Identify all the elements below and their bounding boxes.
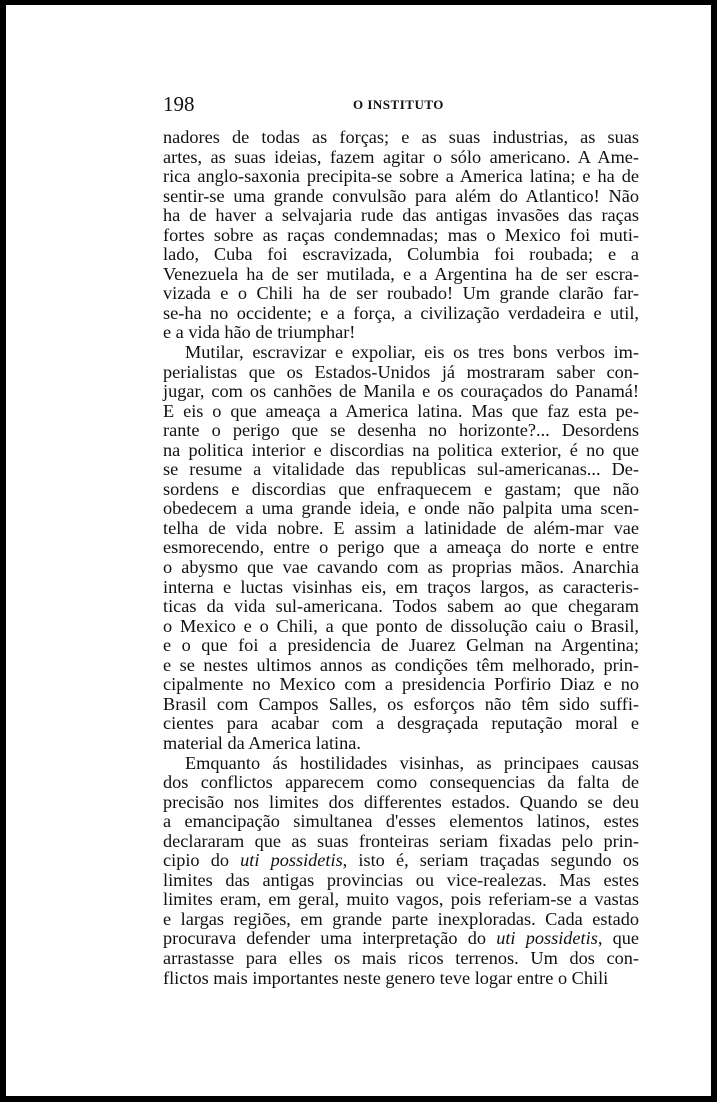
text-line: interna e luctas visinhas eis, em traços largos, as caracteris-: [163, 576, 639, 597]
text-line: limites eram, em geral, muito vagos, pois referiam-se a vastas: [163, 889, 639, 910]
text-line: declararam que as suas fronteiras seriam fixadas pelo prin-: [163, 830, 639, 851]
running-header: [163, 92, 639, 118]
text-line: lado, Cuba foi escravizada, Columbia foi roubada; e a: [163, 244, 639, 265]
text-line: material da America latina.: [163, 732, 361, 753]
text-line: cientes para acabar com a desgraçada reputação moral e: [163, 713, 639, 734]
paragraph: [163, 128, 639, 343]
text-line: e o que foi a presidencia de Juarez Gelman na Argentina;: [163, 635, 639, 656]
book-page: [163, 92, 639, 988]
text-line: a emancipação simultanea d'esses elementos latinos, estes: [163, 811, 639, 832]
text-line: o abysmo que vae cavando com as proprias mãos. Anarchia: [163, 557, 639, 578]
text-line: dos conflictos apparecem como consequencias da falta de: [163, 772, 639, 793]
text-line: sordens e discordias que enfraquecem e gastam; que não: [163, 478, 639, 499]
text-line: e largas regiões, em grande parte inexploradas. Cada estado: [163, 908, 639, 929]
text-line: vizada e o Chili ha de ser roubado! Um grande clarão far-: [163, 283, 639, 304]
text-line: ha de haver a selvajaria rude das antigas invasões das raças: [163, 205, 639, 226]
text-line: esmorecendo, entre o perigo que a ameaça do norte e entre: [163, 537, 639, 558]
text-line: E eis o que ameaça a America latina. Mas que faz esta pe-: [163, 400, 639, 421]
text-line: arrastasse para elles os mais ricos terrenos. Um dos con-: [163, 947, 639, 968]
text-line: o Mexico e o Chili, a que ponto de dissolução caiu o Brasil,: [163, 615, 639, 636]
text-line: limites das antigas provincias ou vice-realezas. Mas estes: [163, 869, 639, 890]
text-line: fortes sobre as raças condemnadas; mas o Mexico foi muti-: [163, 224, 639, 245]
text-line: perialistas que os Estados-Unidos já mostraram saber con-: [163, 361, 639, 382]
text-line: ticas da vida sul-americana. Todos sabem ao que chegaram: [163, 596, 639, 617]
text-line: jugar, com os canhões de Manila e os couraçados do Panamá!: [163, 381, 639, 402]
text-line: artes, as suas ideias, fazem agitar o sólo americano. A Ame-: [163, 146, 639, 167]
paragraph: [163, 754, 639, 989]
text-line: obedecem a uma grande ideia, e onde não palpita uma scen-: [163, 498, 639, 519]
text-line: se-ha no occidente; e a força, a civilização verdadeira e util,: [163, 302, 639, 323]
text-line: sentir-se uma grande convulsão para além do Atlantico! Não: [163, 185, 639, 206]
text-line: se resume a vitalidade das republicas sul-americanas... De-: [163, 459, 639, 480]
text-line: cipalmente no Mexico com a presidencia Porfirio Diaz e no: [163, 674, 639, 695]
text-line: Brasil com Campos Salles, os esforços não têm sido suffi-: [163, 693, 639, 714]
text-line: rante o perigo que se desenha no horizonte?... Desordens: [163, 420, 639, 441]
text-line: flictos mais importantes neste genero teve logar entre o Chili: [163, 967, 609, 988]
text-line: Venezuela ha de ser mutilada, e a Argentina ha de ser escra-: [163, 263, 639, 284]
text-line: nadores de todas as forças; e as suas industrias, as suas: [163, 127, 639, 147]
text-line: Emquanto ás hostilidades visinhas, as principaes causas: [185, 752, 639, 773]
page-number: 198: [163, 92, 195, 116]
paragraph: [163, 343, 639, 753]
text-line: procurava defender uma interpretação do uti possidetis, que: [163, 928, 639, 949]
text-line: precisão nos limites dos differentes estados. Quando se deu: [163, 791, 639, 812]
text-line: Mutilar, escravizar e expoliar, eis os tres bons verbos im-: [185, 342, 639, 363]
text-line: na politica interior e discordias na politica exterior, é no que: [163, 439, 639, 460]
text-line: rica anglo-saxonia precipita-se sobre a America latina; e ha de: [163, 166, 639, 187]
text-line: e a vida hão de triumphar!: [163, 322, 356, 343]
body-text: [163, 128, 639, 988]
text-line: telha de vida nobre. E assim a latinidade de além-mar vae: [163, 517, 639, 538]
running-title: O INSTITUTO: [353, 97, 444, 112]
text-line: e se nestes ultimos annos as condições têm melhorado, prin-: [163, 654, 639, 675]
text-line: cipio do uti possidetis, isto é, seriam traçadas segundo os: [163, 850, 639, 871]
